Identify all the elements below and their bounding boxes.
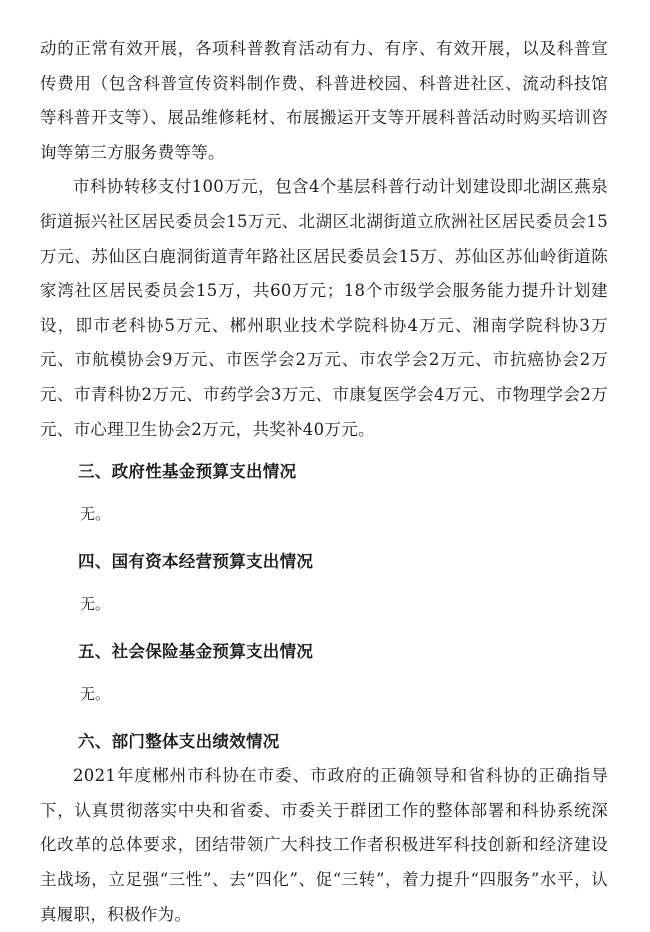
paragraph-transfer-payment: 市科协转移支付100万元，包含4个基层科普行动计划建设即北湖区燕泉街道振兴社区居民委员会15万元、北湖区北湖街道立欣洲社区居民委员会15万元、苏仙区白鹿洞街道青年路社区居民委员会15万、苏仙区苏仙岭街道陈家湾社区居民委员会15万，共60万元；18个市级学会服务能力提升计划建设，即市老科协5万元、郴州职业技术学院科协4万元、湘南学院科协3万元、市航模协会9万元、市医学会2万元、市农学会2万元、市抗癌协会2万元、市青科协2万元、市药学会3万元、市康复医学会4万元、市物理学会2万元、市心理卫生协会2万元，共奖补40万元。 [40,177,608,439]
section-3-title: 三、政府性基金预算支出情况 [78,462,297,482]
paragraph-performance-summary: 2021年度郴州市科协在市委、市政府的正确领导和省科协的正确指导下，认真贯彻落实中央和省委、市委关于群团工作的整体部署和科协系统深化改革的总体要求，团结带领广大科技工作者积极进军科技创新和经济建设主战场，立足强“三性”、去“四化”、促“三转”，着力提升“四服务”水平，认真履职，积极作为。 [40,766,608,924]
paragraph-science-popularization-costs: 动的正常有效开展，各项科普教育活动有力、有序、有效开展，以及科普宣传费用（包含科普宣传资料制作费、科普进校园、科普进社区、流动科技馆等科普开支等）、展品维修耗材、布展搬运开支等开展科普活动时购买培训咨询等第三方服务费等等。 [40,39,608,162]
section-4-body: 无。 [80,595,111,614]
section-3-body: 无。 [80,505,111,524]
section-4-title: 四、国有资本经营预算支出情况 [78,552,314,572]
section-5-body: 无。 [80,685,111,704]
section-5-title: 五、社会保险基金预算支出情况 [78,642,314,662]
section-6-title: 六、部门整体支出绩效情况 [78,732,280,752]
